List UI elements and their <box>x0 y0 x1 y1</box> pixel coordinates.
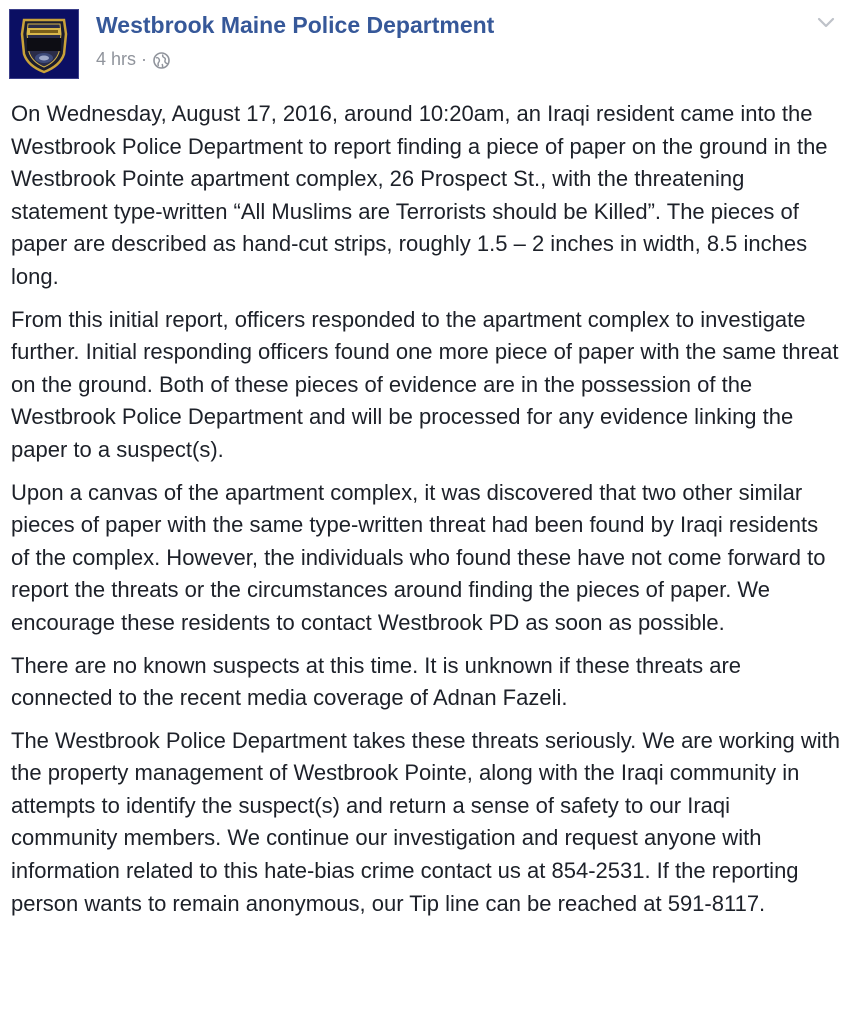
globe-icon[interactable] <box>153 51 170 68</box>
chevron-down-icon[interactable] <box>815 11 837 33</box>
post-paragraph: Upon a canvas of the apartment complex, it was discovered that two other similar pieces of paper with the same type-written threat had been found by Iraqi residents of the complex. However, the individuals who found these have not come forward to report the threats or the circumstances around finding the pieces of paper. We encourage these residents to contact Westbrook PD as soon as possible. <box>11 479 826 635</box>
post-paragraph: The Westbrook Police Department takes these threats seriously. We are working with the property management of Westbrook Pointe, along with the Iraqi community in attempts to identify the suspect(s) and return a sense of safety to our Iraqi community members. We continue our investigation and request anyone with information related to this hate-bias crime contact us at 854-2531. If the reporting person wants to remain anonymous, our Tip line can be reached at 591-8117. <box>11 727 841 916</box>
page-name-link[interactable]: Westbrook Maine Police Department <box>96 12 495 38</box>
post-meta <box>96 47 170 71</box>
post-header <box>9 9 841 81</box>
post-timestamp[interactable]: 4 hrs <box>96 49 137 69</box>
post-paragraph: There are no known suspects at this time. It is unknown if these threats are connected to the recent media coverage of Adnan Fazeli. <box>11 652 742 711</box>
police-badge-icon <box>10 10 78 78</box>
meta-separator: · <box>141 49 148 69</box>
post-body <box>11 98 841 930</box>
post-paragraph: On Wednesday, August 17, 2016, around 10:20am, an Iraqi resident came into the Westbrook Police Department to report finding a piece of paper on the ground in the Westbrook Pointe apartment complex, 26 Prospect St., with the threatening statement type-written “All Muslims are Terrorists should be Killed”. The pieces of paper are described as hand-cut strips, roughly 1.5 – 2 inches in width, 8.5 inches long. <box>11 101 828 289</box>
page-avatar[interactable] <box>9 9 79 79</box>
post-paragraph: From this initial report, officers responded to the apartment complex to investigate further. Initial responding officers found one more piece of paper with the same threat on the ground. Both of these pieces of evidence are in the possession of the Westbrook Police Department and will be processed for any evidence linking the paper to a suspect(s). <box>11 306 839 462</box>
